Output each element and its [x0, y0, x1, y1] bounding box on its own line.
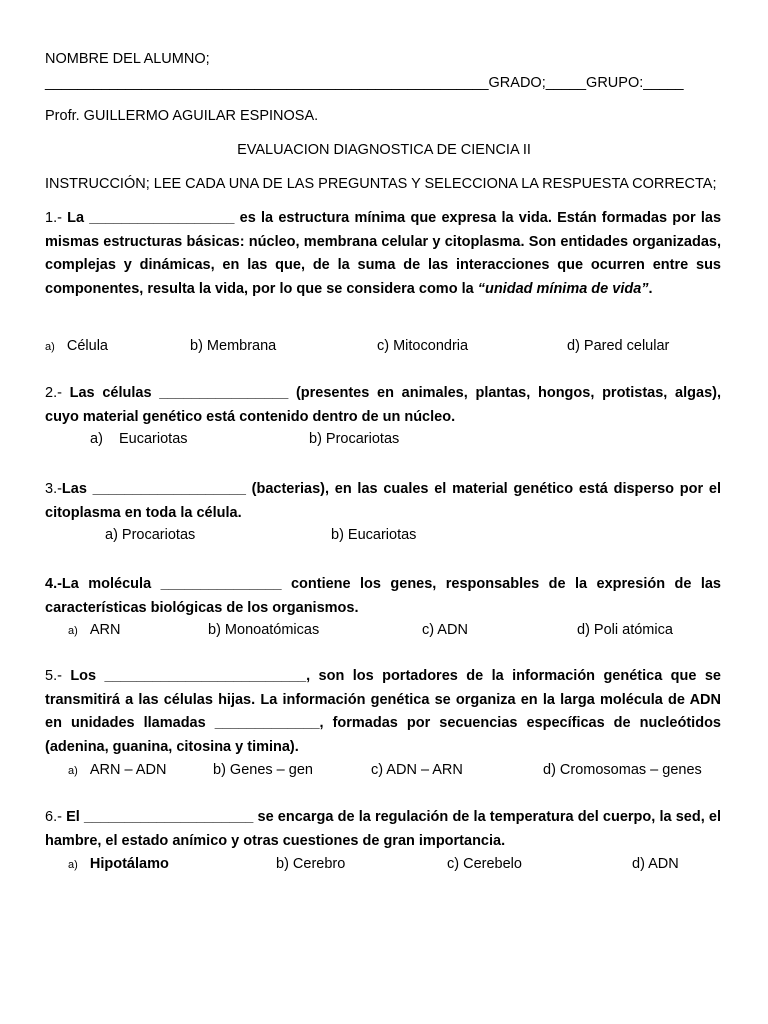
q5-option-a[interactable]: a) ARN – ADN — [68, 762, 167, 778]
q1-option-b[interactable]: b) Membrana — [190, 338, 277, 354]
q4-option-c[interactable]: c) ADN — [422, 622, 468, 638]
question-3 — [45, 478, 721, 525]
question-2 — [45, 382, 721, 429]
q3-option-b[interactable]: b) Eucariotas — [331, 527, 417, 543]
q5-option-b[interactable]: b) Genes – gen — [213, 762, 313, 778]
q6-option-a[interactable]: a) Hipotálamo — [68, 856, 169, 872]
exam-title: EVALUACION DIAGNOSTICA DE CIENCIA II — [237, 142, 531, 158]
q1-option-d[interactable]: d) Pared celular — [567, 338, 670, 354]
q4-option-a[interactable]: a) ARN — [68, 622, 121, 638]
q6-option-c[interactable]: c) Cerebelo — [447, 856, 522, 872]
question-4: 4.-La molécula _______________ contiene los genes, responsables de la expresión de las características biológicas de los organismos. — [45, 576, 721, 616]
question-2-number: 2.- — [45, 385, 70, 401]
grade-group-line: _______________________________________________________GRADO;_____GRUPO:_____ — [45, 75, 684, 91]
q6-option-b[interactable]: b) Cerebro — [276, 856, 346, 872]
teacher-name: Profr. GUILLERMO AGUILAR ESPINOSA. — [45, 108, 319, 124]
q5-option-c[interactable]: c) ADN – ARN — [371, 762, 463, 778]
q2-option-a[interactable]: a) Eucariotas — [90, 431, 188, 447]
q2-option-b[interactable]: b) Procariotas — [309, 431, 400, 447]
q4-option-d[interactable]: d) Poli atómica — [577, 622, 673, 638]
question-6 — [45, 806, 721, 853]
instructions: INSTRUCCIÓN; LEE CADA UNA DE LAS PREGUNTAS Y SELECCIONA LA RESPUESTA CORRECTA; — [45, 176, 717, 192]
question-6-text: El _____________________ se encarga de la regulación de la temperatura del cuerpo, la sed, el hambre, el estado anímico y otras cuestiones de gran importancia. — [45, 809, 722, 849]
student-name-label: NOMBRE DEL ALUMNO; — [45, 51, 210, 67]
q1-option-c[interactable]: c) Mitocondria — [377, 338, 469, 354]
q4-option-b[interactable]: b) Monoatómicas — [208, 622, 320, 638]
q3-option-a[interactable]: a) Procariotas — [105, 527, 196, 543]
question-1-emphasis: “unidad mínima de vida” — [477, 280, 649, 297]
question-1-number: 1.- — [45, 210, 68, 226]
question-6-number: 6.- — [45, 809, 67, 825]
question-1-text: La __________________ es la estructura mínima que expresa la vida. Están formadas por las mismas estructuras básicas: núcleo, membrana celular y citoplasma. Son entidades organizadas, complejas y dinámicas, en las que, de la suma de las interacciones que ocurren entre sus componentes, resulta la vida, por lo que se considera como la — [45, 210, 722, 297]
question-3-text: Las ___________________ (bacterias), en las cuales el material genético está disperso por el citoplasma en toda la célula. — [45, 481, 721, 521]
q5-option-d[interactable]: d) Cromosomas – genes — [543, 762, 702, 778]
question-1 — [45, 207, 721, 301]
question-5 — [45, 665, 721, 759]
question-5-text: Los _________________________, son los portadores de la información genética que se transmitirá a las células hijas. La información genética se organiza en la larga molécula de ADN en unidades llamadas _____________, formadas por secuencias específicas de nucleótidos (adenina, guanina, citosina y timina). — [45, 668, 721, 755]
question-2-text: Las células ________________ (presentes en animales, plantas, hongos, protistas, algas), cuyo material genético está contenido dentro de un núcleo. — [45, 385, 721, 425]
q1-option-a[interactable]: a) Célula — [45, 338, 108, 354]
q6-option-d[interactable]: d) ADN — [632, 856, 679, 872]
question-5-number: 5.- — [45, 668, 71, 684]
question-3-number: 3.- — [45, 481, 62, 497]
question-1-end: . — [648, 280, 653, 297]
